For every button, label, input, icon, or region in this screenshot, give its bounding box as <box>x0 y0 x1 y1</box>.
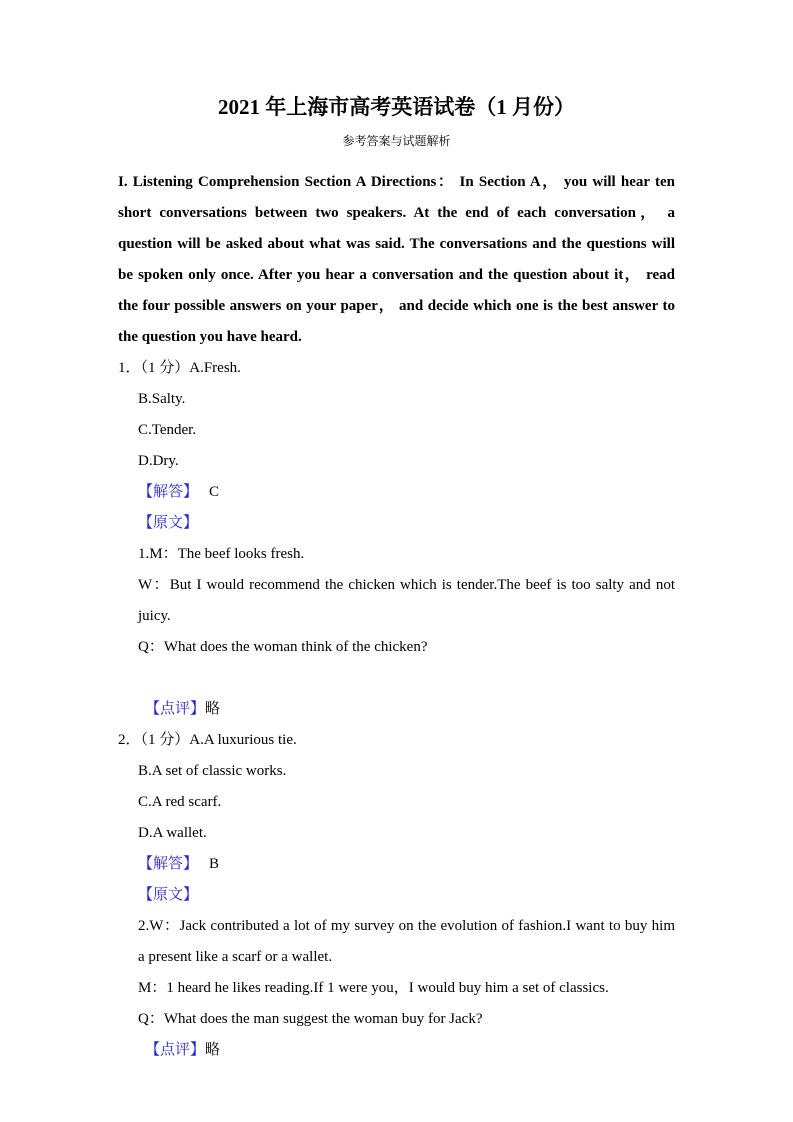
source-line <box>138 880 675 911</box>
dialogue-line-m: M：1 heard he likes reading.If 1 were you，I would buy him a set of classics. <box>138 979 609 996</box>
answer-value: B <box>209 855 220 872</box>
option-d: D.A wallet. <box>138 824 207 841</box>
listening-directions-paragraph: I. Listening Comprehension Section A Directions： In Section A， you will hear ten short conversations between two speakers. At the end of each conversation， a question will be asked about what was said. The conversations and the questions will be spoken only once. After you hear a conversation and the question about it， read the four possible answers on your paper， and decide which one is the best answer to the question you have heard. <box>118 173 675 345</box>
question-stem: 1．（1 分）A.Fresh. <box>118 359 241 376</box>
source-line <box>138 508 675 539</box>
dialogue-line-w: W：But I would recommend the chicken which is tender.The beef is too salty and not juicy. <box>138 576 675 624</box>
dialogue-line-q: Q：What does the woman think of the chicken? <box>138 638 428 655</box>
document-subtitle: 参考答案与试题解析 <box>342 134 451 149</box>
document-title: 2021 年上海市高考英语试卷（1 月份） <box>218 95 575 119</box>
answer-line <box>138 849 675 880</box>
option-b: B.Salty. <box>138 390 186 407</box>
comment-value: 略 <box>205 1041 221 1058</box>
comment-label: 【点评】 <box>145 1041 206 1058</box>
answer-label: 【解答】 <box>138 855 199 872</box>
source-label: 【原文】 <box>138 886 199 903</box>
comment-label: 【点评】 <box>145 700 206 717</box>
option-c: C.A red scarf. <box>138 793 222 810</box>
comment-line <box>145 1035 675 1066</box>
dialogue-line-w: 2.W：Jack contributed a lot of my survey on the evolution of fashion.I want to buy him a present like a scarf or a wallet. <box>138 917 675 965</box>
comment-value: 略 <box>205 700 221 717</box>
dialogue-line-q: Q：What does the man suggest the woman buy for Jack? <box>138 1010 483 1027</box>
question-stem: 2．（1 分）A.A luxurious tie. <box>118 731 297 748</box>
answer-line <box>138 477 675 508</box>
option-d: D.Dry. <box>138 452 179 469</box>
source-label: 【原文】 <box>138 514 199 531</box>
option-c: C.Tender. <box>138 421 197 438</box>
answer-label: 【解答】 <box>138 483 199 500</box>
answer-value: C <box>209 483 220 500</box>
comment-line <box>145 694 675 725</box>
question-1 <box>118 353 675 725</box>
dialogue-line-m: 1.M：The beef looks fresh. <box>138 545 305 562</box>
option-b: B.A set of classic works. <box>138 762 287 779</box>
question-2 <box>118 725 675 1066</box>
